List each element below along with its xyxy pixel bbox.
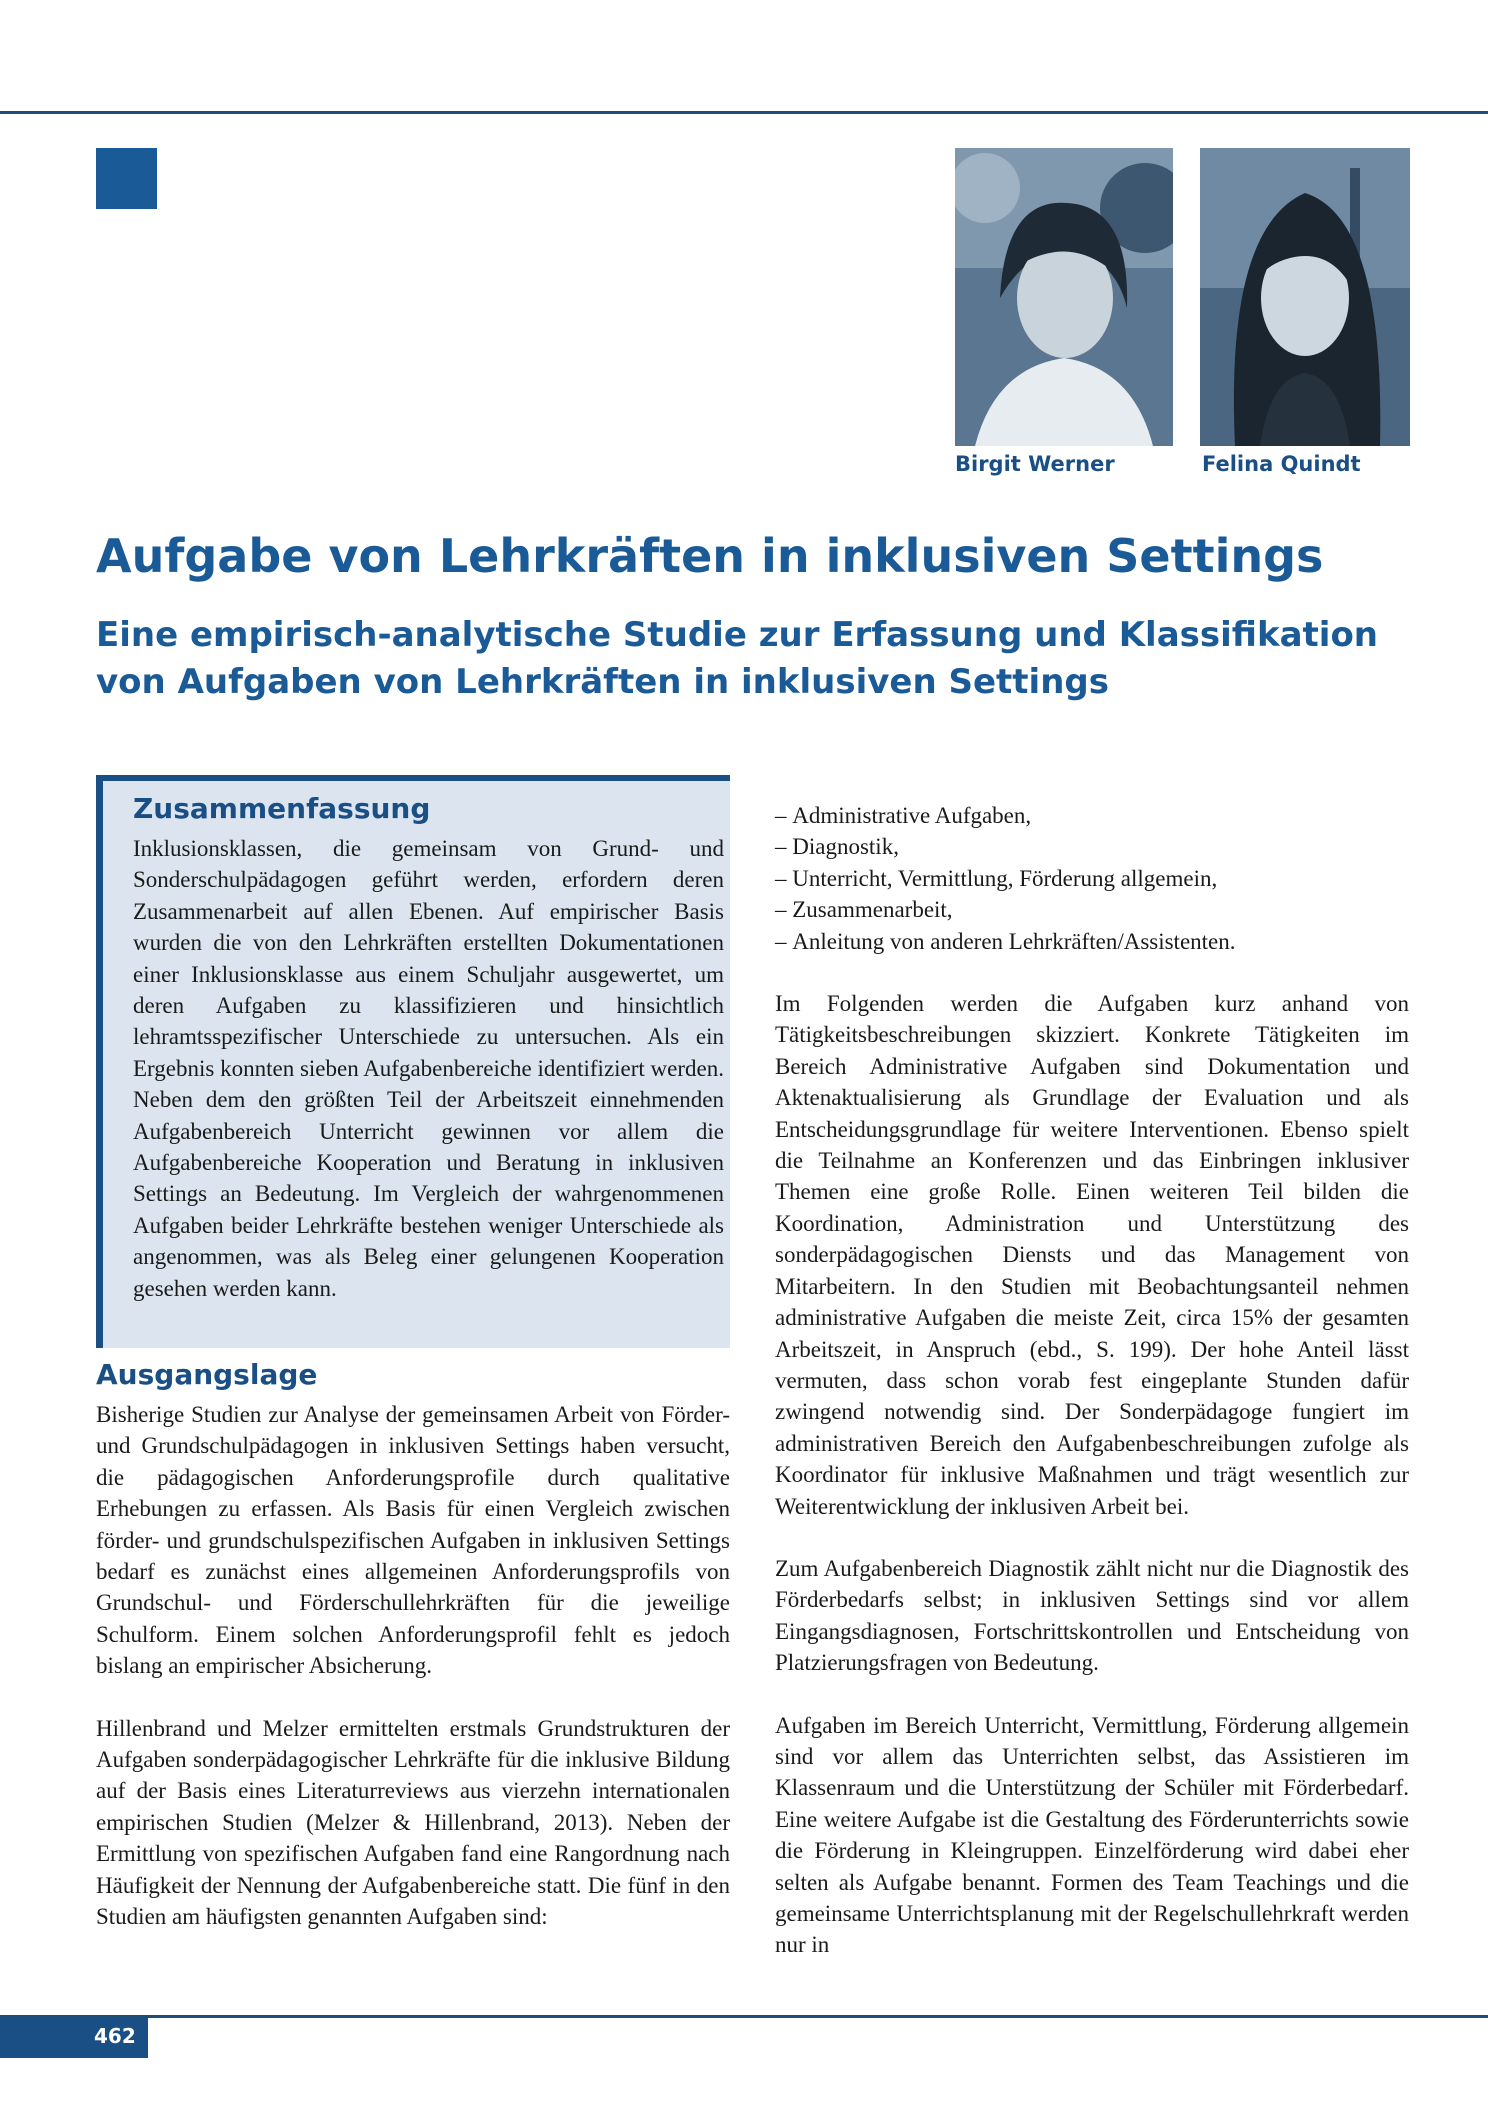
article-title: Aufgabe von Lehrkräften in inklusiven Settings — [96, 529, 1324, 583]
paragraph: Aufgaben im Bereich Unterricht, Vermittlung, Förderung allgemein sind vor allem das Unterrichten selbst, das Assistieren im Klassenraum und die Unterstützung der Schüler mit Förderbedarf. Eine weitere Aufgabe ist die Gestaltung des Förderunterrichts sowie die Förderung in Kleingruppen. Einzelförderung wird dabei eher selten als Aufgabe benannt. Formen des Team Teachings und die gemeinsame Unterrichtsplanung mit der Regelschullehrkraft werden nur in — [775, 1712, 1409, 1958]
list-item: – Anleitung von anderen Lehrkräften/Assistenten. — [775, 926, 1409, 957]
subtitle-line: von Aufgaben von Lehrkräften in inklusiven Settings — [96, 662, 1109, 702]
author-photo-2 — [1200, 148, 1410, 446]
abstract-heading: Zusammenfassung — [133, 792, 431, 825]
author-photo-1 — [955, 148, 1173, 446]
list-item: – Zusammenarbeit, — [775, 894, 1409, 925]
list-item: – Administrative Aufgaben, — [775, 800, 1409, 831]
list-item: – Unterricht, Vermittlung, Förderung allgemein, — [775, 863, 1409, 894]
paragraph: Im Folgenden werden die Aufgaben kurz anhand von Tätigkeitsbeschreibungen skizziert. Konkrete Tätigkeiten im Bereich Administrative Aufgaben sind Dokumentation und Aktenaktualisierung als Grundlage der Evaluation und als Entscheidungsgrundlage für weitere Interventionen. Ebenso spielt die Teilnahme an Konferenzen und das Einbringen inklusiver Themen eine große Rolle. Einen weiteren Teil bilden die Koordination, Administration und Unterstützung des sonderpädagogischen Diensts und das Management von Mitarbeitern. In den Studien mit Beobachtungsanteil nehmen administrative Aufgaben die meiste Zeit, circa 15% der gesamten Arbeitszeit, in Anspruch (ebd., S. 199). Der hohe Anteil lässt vermuten, dass schon vorab fest eingeplante Stunden dafür zwingend notwendig sind. Der Sonderpädagoge fungiert im administrativen Bereich den Aufgabenbeschreibungen zufolge als Koordinator für inklusive Maßnahmen und trägt wesentlich zur Weiterentwicklung der inklusiven Arbeit bei. — [775, 991, 1409, 1519]
top-rule — [0, 111, 1488, 114]
page-number: 462 — [94, 2024, 136, 2048]
paragraph: Bisherige Studien zur Analyse der gemeinsamen Arbeit von Förder- und Grundschulpädagogen in inklusiven Settings haben versucht, die pädagogischen Anforderungsprofile durch qualitative Erhebungen zu erfassen. Als Basis für einen Vergleich zwischen förder- und grundschulspezifischen Aufgaben in inklusiven Settings bedarf es zunächst eines allgemeinen Anforderungsprofils von Grundschul- und Förderschullehrkräften für die jeweilige Schulform. Einem solchen Anforderungsprofil fehlt es jedoch bislang an empirischer Absicherung. — [96, 1402, 730, 1679]
task-list — [775, 800, 1409, 957]
abstract-text: Inklusionsklassen, die gemeinsam von Grund- und Sonderschulpädagogen geführt werden, erfordern deren Zusammenarbeit auf allen Ebenen. Auf empirischer Basis wurden die von den Lehrkräften erstellten Dokumentationen einer Inklusionsklasse aus einem Schuljahr ausgewertet, um deren Aufgaben zu klassifizieren und hinsichtlich lehramtsspezifischer Unterschiede zu untersuchen. Als ein Ergebnis konnten sieben Aufgabenbereiche identifiziert werden. Neben dem den größten Teil der Arbeitszeit einnehmenden Aufgabenbereich Unterricht gewinnen vor allem die Aufgabenbereiche Kooperation und Beratung in inklusiven Settings an Bedeutung. Im Vergleich der wahrgenommenen Aufgaben beider Lehrkräfte bestehen weniger Unterschiede als angenommen, was als Beleg einer gelungenen Kooperation gesehen werden kann. — [133, 836, 724, 1301]
article-subtitle — [96, 612, 1416, 706]
section-heading: Ausgangslage — [96, 1358, 318, 1391]
paragraph: Hillenbrand und Melzer ermittelten erstmals Grundstrukturen der Aufgaben sonderpädagogischer Lehrkräfte für die inklusive Bildung auf der Basis eines Literaturreviews aus vierzehn internationalen empirischen Studien (Melzer & Hillenbrand, 2013). Neben der Ermittlung von spezifischen Aufgaben fand eine Rangordnung nach Häufigkeit der Nennung der Aufgabenbereiche statt. Die fünf in den Studien am häufigsten genannten Aufgaben sind: — [96, 1715, 730, 1930]
author-name: Birgit Werner — [955, 452, 1115, 476]
right-column — [775, 800, 1409, 1992]
left-column — [96, 1399, 730, 1964]
bottom-rule — [0, 2015, 1488, 2018]
section-marker — [96, 148, 157, 209]
author-name: Felina Quindt — [1202, 452, 1361, 476]
list-item: – Diagnostik, — [775, 831, 1409, 862]
subtitle-line: Eine empirisch-analytische Studie zur Erfassung und Klassifikation — [96, 615, 1379, 655]
paragraph: Zum Aufgabenbereich Diagnostik zählt nicht nur die Diagnostik des Förderbedarfs selbst; in inklusiven Settings sind vor allem Eingangsdiagnosen, Fortschrittskontrollen und Entscheidung von Platzierungsfragen von Bedeutung. — [775, 1555, 1409, 1676]
